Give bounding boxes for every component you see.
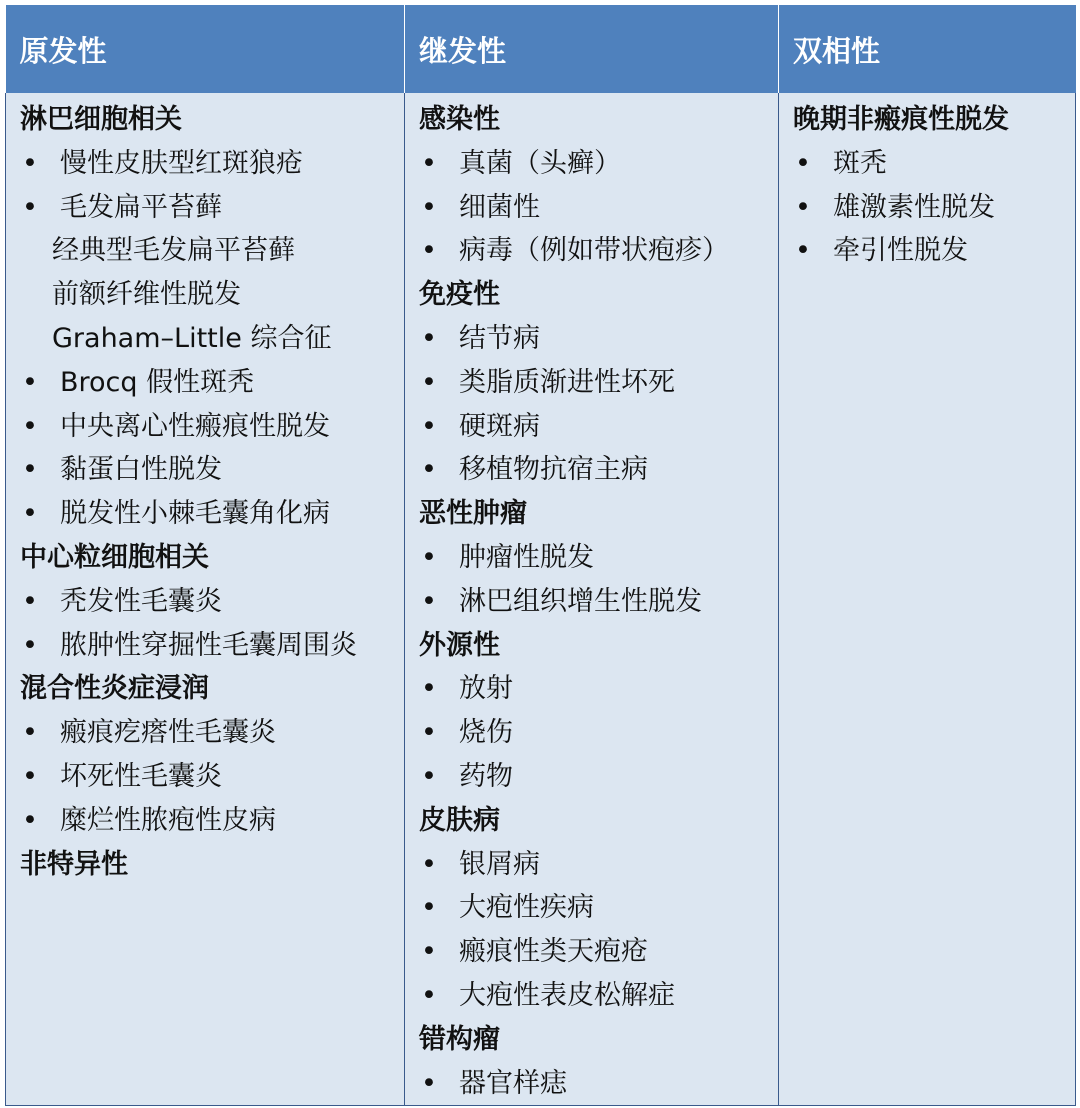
bullet-icon: • (421, 191, 437, 223)
category-title: 免疫性 (419, 279, 500, 311)
list-item-label: 银屑病 (459, 848, 540, 880)
sub-list-item: Graham–Little 综合征 (52, 322, 332, 354)
bullet-icon: • (421, 979, 437, 1011)
list-item (793, 142, 1075, 186)
bullet-icon: • (421, 235, 437, 267)
bullet-icon: • (421, 760, 437, 792)
list-item-label: 大疱性表皮松解症 (459, 979, 675, 1011)
list-item-label: Brocq 假性斑秃 (60, 366, 255, 398)
category-title: 感染性 (419, 104, 500, 135)
list-item (20, 361, 404, 405)
list-item-label: 瘢痕性类天疱疮 (459, 936, 648, 968)
list-item-label: 毛发扁平苔藓 (60, 191, 222, 223)
sub-list-item: 前额纤维性脱发 (52, 279, 241, 311)
column-biphasic (779, 93, 1076, 1106)
bullet-icon: • (22, 585, 38, 617)
bullet-icon: • (421, 585, 437, 617)
list-item (20, 799, 404, 843)
list-item (419, 843, 778, 887)
bullet-icon: • (795, 147, 811, 179)
list-item (419, 361, 778, 405)
bullet-icon: • (421, 936, 437, 968)
category-title: 恶性肿瘤 (419, 498, 527, 530)
bullet-icon: • (421, 454, 437, 486)
list-item (20, 755, 404, 799)
category-title: 淋巴细胞相关 (20, 104, 182, 135)
list-item-label: 病毒（例如带状疱疹） (459, 235, 729, 267)
list-item-label: 类脂质渐进性坏死 (459, 366, 675, 398)
list-item-label: 糜烂性脓疱性皮病 (60, 804, 276, 836)
list-item-label: 斑秃 (833, 147, 887, 179)
bullet-icon: • (421, 717, 437, 749)
header-biphasic: 双相性 (779, 5, 1076, 93)
header-secondary: 继发性 (405, 5, 779, 93)
list-item-label: 药物 (459, 760, 513, 792)
bullet-icon: • (421, 147, 437, 179)
list-item-label: 脱发性小棘毛囊角化病 (60, 498, 330, 530)
list-item (419, 886, 778, 930)
bullet-icon: • (421, 1067, 437, 1099)
list-item (419, 974, 778, 1018)
list-item-label: 坏死性毛囊炎 (60, 760, 222, 792)
list-item-label: 黏蛋白性脱发 (60, 454, 222, 486)
list-item (419, 448, 778, 492)
list-item (419, 186, 778, 230)
sub-list-item: 经典型毛发扁平苔藓 (52, 235, 295, 267)
list-item-label: 移植物抗宿主病 (459, 454, 648, 486)
header-primary: 原发性 (6, 5, 405, 93)
list-item-label: 器官样痣 (459, 1067, 567, 1099)
bullet-icon: • (22, 498, 38, 530)
bullet-icon: • (421, 322, 437, 354)
category-title: 非特异性 (20, 848, 128, 880)
category-title: 中心粒细胞相关 (20, 541, 209, 573)
list-item-label: 结节病 (459, 322, 540, 354)
list-item-label: 慢性皮肤型红斑狼疮 (60, 147, 303, 179)
list-item-label: 雄激素性脱发 (833, 191, 995, 223)
list-item (20, 492, 404, 536)
list-item (419, 142, 778, 186)
list-item (20, 405, 404, 449)
list-item (419, 711, 778, 755)
list-item (419, 667, 778, 711)
bullet-icon: • (22, 410, 38, 442)
list-item-label: 大疱性疾病 (459, 892, 594, 924)
list-item (419, 229, 778, 273)
bullet-icon: • (22, 629, 38, 661)
list-item-label: 瘢痕疙瘩性毛囊炎 (60, 717, 276, 749)
list-item (419, 536, 778, 580)
list-item (419, 755, 778, 799)
bullet-icon: • (22, 147, 38, 179)
bullet-icon: • (421, 366, 437, 398)
bullet-icon: • (421, 848, 437, 880)
list-item (20, 448, 404, 492)
bullet-icon: • (421, 673, 437, 705)
list-item-label: 淋巴组织增生性脱发 (459, 585, 702, 617)
list-item-label: 肿瘤性脱发 (459, 541, 594, 573)
list-item-label: 硬斑病 (459, 410, 540, 442)
alopecia-classification-table (5, 5, 1076, 1106)
bullet-icon: • (22, 454, 38, 486)
list-item (419, 317, 778, 361)
header-row (6, 5, 1076, 93)
column-primary (6, 93, 405, 1106)
bullet-icon: • (22, 760, 38, 792)
category-title: 错构瘤 (419, 1023, 500, 1055)
list-item-label: 烧伤 (459, 717, 513, 749)
list-item-label: 牵引性脱发 (833, 235, 968, 267)
bullet-icon: • (22, 804, 38, 836)
list-item-label: 放射 (459, 673, 513, 705)
list-item-label: 脓肿性穿掘性毛囊周围炎 (60, 629, 357, 661)
category-title: 外源性 (419, 629, 500, 661)
list-item (419, 405, 778, 449)
category-title: 混合性炎症浸润 (20, 673, 209, 705)
bullet-icon: • (22, 717, 38, 749)
bullet-icon: • (22, 191, 38, 223)
bullet-icon: • (421, 892, 437, 924)
bullet-icon: • (421, 541, 437, 573)
category-title: 皮肤病 (419, 804, 500, 836)
list-item (793, 229, 1075, 273)
list-item (419, 580, 778, 624)
list-item (20, 142, 404, 186)
list-item (20, 624, 404, 668)
list-item (419, 930, 778, 974)
list-item-label: 秃发性毛囊炎 (60, 585, 222, 617)
category-title: 晚期非瘢痕性脱发 (793, 104, 1009, 135)
list-item (419, 1062, 778, 1106)
list-item (20, 580, 404, 624)
bullet-icon: • (795, 191, 811, 223)
list-item-label: 中央离心性瘢痕性脱发 (60, 410, 330, 442)
list-item-label: 真菌（头癣） (459, 147, 621, 179)
column-secondary (405, 93, 779, 1106)
body-row (6, 93, 1076, 1106)
list-item (793, 186, 1075, 230)
bullet-icon: • (795, 235, 811, 267)
list-item (20, 186, 404, 230)
bullet-icon: • (22, 366, 38, 398)
bullet-icon: • (421, 410, 437, 442)
list-item-label: 细菌性 (459, 191, 540, 223)
list-item (20, 711, 404, 755)
